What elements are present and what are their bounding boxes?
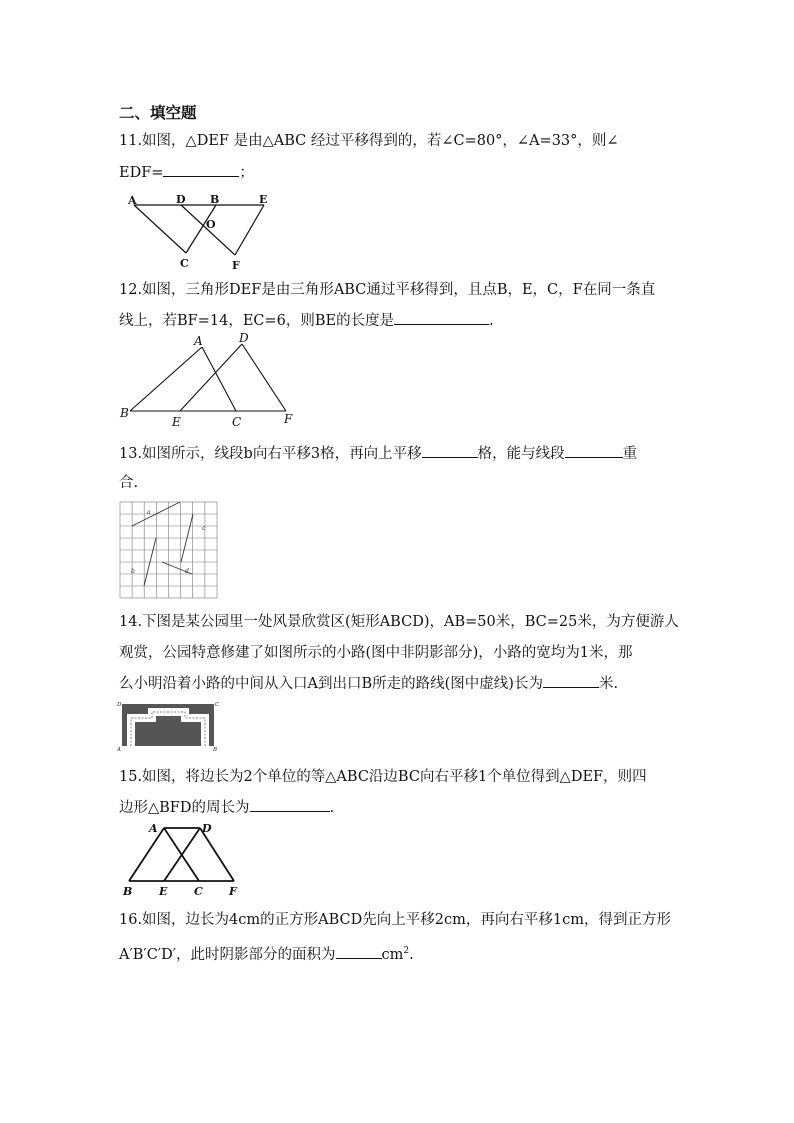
q14-line1: 14.下图是某公园里一处风景欣赏区(矩形ABCD)，AB=50米，BC=25米，为方便游人 <box>119 614 679 630</box>
q14-text: 么小明沿着小路的中间从入口A到出口B所走的路线(图中虚线)长为 <box>119 676 543 692</box>
q16-line2 <box>119 941 414 965</box>
q13-label-a: a <box>147 509 151 516</box>
q15-label-b: B <box>123 885 133 898</box>
q13-text-c: 重 <box>622 446 638 462</box>
q12-label-d: D <box>239 331 249 345</box>
q12-answer-blank <box>394 310 489 325</box>
q13-grid-figure <box>119 500 219 600</box>
q12-label-c: C <box>232 415 242 429</box>
q15-figure <box>118 818 248 898</box>
q11-label-f: F <box>232 259 240 272</box>
q12-text: 线上，若BF=14，EC=6，则BE的长度是 <box>119 313 395 329</box>
q11-answer-blank <box>163 162 239 177</box>
q14-end: 米. <box>598 676 619 692</box>
q13-blank-1 <box>422 443 478 458</box>
q15-text: 边形△BFD的周长为 <box>119 800 250 816</box>
q13-text-a: 13.如图所示，线段b向右平移3格，再向上平移 <box>119 446 422 462</box>
q11-label-a: A <box>128 194 137 207</box>
q14-label-b: B <box>213 747 218 752</box>
q12-label-a: A <box>194 334 203 348</box>
q16-unit: cm <box>381 946 404 963</box>
q15-line1: 15.如图，将边长为2个单位的等△ABC沿边BC向右平移1个单位得到△DEF，则四 <box>119 769 647 785</box>
q13-label-d: d <box>185 568 189 575</box>
q15-label-f: F <box>229 885 237 898</box>
q15-label-c: C <box>194 885 203 898</box>
q11-line2 <box>119 162 254 183</box>
q16-line1: 16.如图，边长为4cm的正方形ABCD先向上平移2cm，再向右平移1cm，得到正方形 <box>119 912 671 928</box>
q12-figure <box>118 330 300 430</box>
q13-label-c: c <box>202 525 206 532</box>
q16-unit-exponent: 2 <box>403 946 410 956</box>
q13-label-b: b <box>131 568 135 575</box>
q15-answer-blank <box>250 797 330 812</box>
q11-end: ； <box>239 165 254 181</box>
q14-label-a: A <box>117 747 121 752</box>
q12-end: . <box>489 313 494 329</box>
q16-text: A′B′C′D′，此时阴影部分的面积为 <box>119 946 336 963</box>
q11-label-o: O <box>206 218 216 231</box>
q12-line1: 12.如图，三角形DEF是由三角形ABC通过平移得到，且点B，E，C，F在同一条直 <box>119 282 656 298</box>
q11-label-b: B <box>210 193 220 206</box>
q13-blank-2 <box>565 443 623 458</box>
q14-answer-blank <box>543 673 599 688</box>
q14-label-d: D <box>117 702 122 708</box>
q15-label-d: D <box>202 822 212 835</box>
q12-line2 <box>119 310 494 331</box>
q14-park-figure <box>116 700 220 752</box>
q13-line2: 合. <box>119 475 139 491</box>
q12-label-e: E <box>172 415 181 429</box>
q14-line3 <box>119 673 618 694</box>
q15-line2 <box>119 797 334 818</box>
q15-end: . <box>329 800 335 816</box>
q11-label-d: D <box>176 193 186 206</box>
section-title: 二、填空题 <box>119 104 197 122</box>
q12-label-f: F <box>284 412 293 426</box>
q16-end: . <box>409 946 414 963</box>
q16-answer-blank <box>336 944 382 959</box>
q11-label-c: C <box>180 257 189 270</box>
q15-label-e: E <box>159 885 168 898</box>
q15-label-a: A <box>149 822 158 835</box>
q11-figure <box>120 190 280 272</box>
q13-line1 <box>119 443 637 464</box>
q11-text: EDF= <box>119 165 164 181</box>
q11-line1: 11.如图，△DEF 是由△ABC 经过平移得到的，若∠C=80°，∠A=33°，则∠ <box>119 133 619 149</box>
q12-label-b: B <box>120 406 129 420</box>
q14-label-c: C <box>215 702 220 708</box>
q13-text-b: 格，能与线段 <box>477 446 565 462</box>
q11-label-e: E <box>259 193 268 206</box>
q14-line2: 观赏，公园特意修建了如图所示的小路(图中非阴影部分)，小路的宽均为1米，那 <box>119 645 633 661</box>
